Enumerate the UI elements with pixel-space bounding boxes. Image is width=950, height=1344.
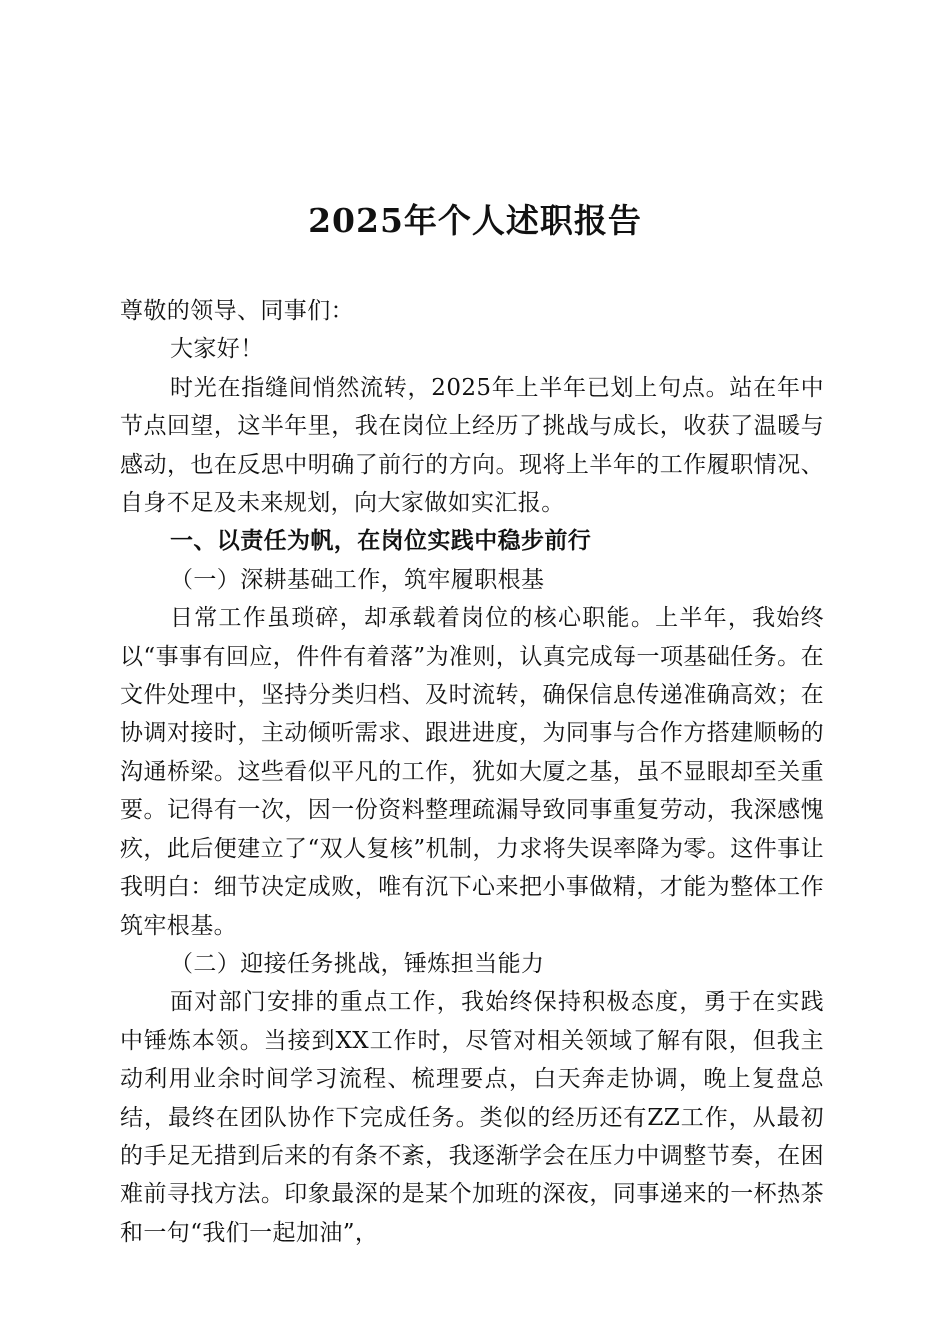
intro-paragraph: 时光在指缝间悄然流转，2025年上半年已划上句点。站在年中节点回望，这半年里，我在岗位上经历了挑战与成长，收获了温暖与感动，也在反思中明确了前行的方向。现将上半年的工作履职情况、自身不足及未来规划，向大家做如实汇报。 bbox=[120, 374, 824, 517]
salutation: 尊敬的领导、同事们： bbox=[120, 298, 354, 324]
subsection-paragraph-2: 面对部门安排的重点工作，我始终保持积极态度，勇于在实践中锤炼本领。当接到XX工作时，尽管对相关领域了解有限，但我主动利用业余时间学习流程、梳理要点，白天奔走协调，晚上复盘总结，最终在团队协作下完成任务。类似的经历还有ZZ工作，从最初的手足无措到后来的有条不紊，我逐渐学会在压力中调整节奏，在困难前寻找方法。印象最深的是某个加班的深夜，同事递来的一杯热茶和一句“我们一起加油”， bbox=[120, 989, 824, 1246]
document-title: 2025年个人述职报告 bbox=[308, 201, 642, 240]
greeting: 大家好！ bbox=[170, 336, 264, 363]
subsection-heading-1: （一）深耕基础工作，筑牢履职根基 bbox=[170, 566, 545, 593]
subsection-heading-2: （二）迎接任务挑战，锤炼担当能力 bbox=[170, 950, 545, 977]
section-heading-1: 一、以责任为帆，在岗位实践中稳步前行 bbox=[170, 527, 592, 555]
subsection-paragraph-1: 日常工作虽琐碎，却承载着岗位的核心职能。上半年，我始终以“事事有回应，件件有着落”为准则，认真完成每一项基础任务。在文件处理中，坚持分类归档、及时流转，确保信息传递准确高效；在协调对接时，主动倾听需求、跟进进度，为同事与合作方搭建顺畅的沟通桥梁。这些看似平凡的工作，犹如大厦之基，虽不显眼却至关重要。记得有一次，因一份资料整理疏漏导致同事重复劳动，我深感愧疚，此后便建立了“双人复核”机制，力求将失误率降为零。这件事让我明白：细节决定成败，唯有沉下心来把小事做精，才能为整体工作筑牢根基。 bbox=[120, 605, 824, 939]
document-body bbox=[120, 292, 824, 1252]
